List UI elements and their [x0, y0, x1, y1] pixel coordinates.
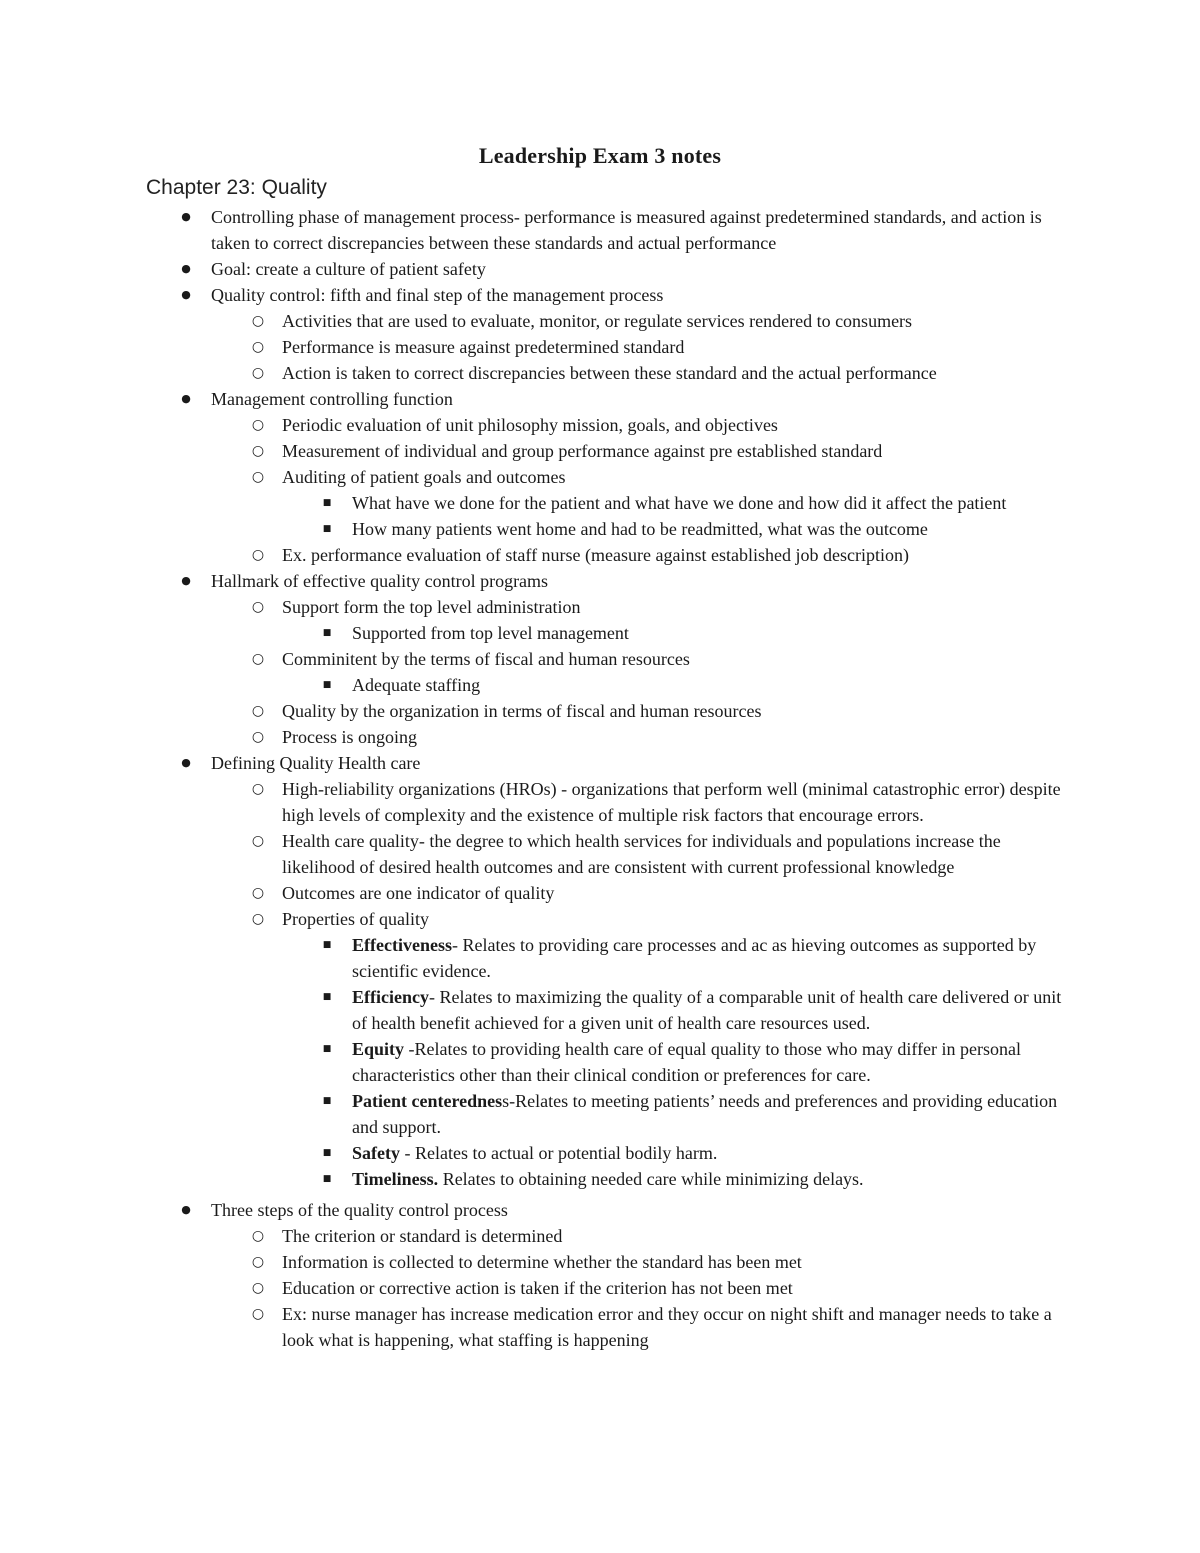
list-item-text: Outcomes are one indicator of quality [282, 883, 555, 903]
list-item-text: Hallmark of effective quality control programs [211, 571, 549, 591]
bullet-circle-icon: ○ [251, 703, 265, 719]
list-item [251, 880, 1062, 906]
bullet-square-icon: ■ [322, 498, 332, 508]
list-item-text: What have we done for the patient and what have we done and how did it affect the patient [352, 493, 1007, 513]
list-item [251, 464, 1062, 490]
list-item [322, 620, 1062, 646]
list-item [251, 646, 1062, 672]
list-item [181, 256, 1061, 282]
bullet-disc-icon: ● [181, 756, 191, 769]
list-item [251, 412, 1062, 438]
list-item [251, 698, 1062, 724]
document-title: Leadership Exam 3 notes [478, 143, 722, 168]
bullet-square-icon: ■ [322, 992, 332, 1002]
bullet-disc-icon: ● [181, 1203, 191, 1216]
list-item-text: Measurement of individual and group performance against pre established standard [282, 441, 883, 461]
list-item [251, 906, 1062, 932]
list-item-text: Education or corrective action is taken if the criterion has not been met [282, 1278, 793, 1298]
list-item-text: Quality by the organization in terms of fiscal and human resources [282, 701, 762, 721]
bullet-square-icon: ■ [322, 680, 332, 690]
bullet-circle-icon: ○ [251, 365, 265, 381]
list-item-text: Health care quality- the degree to which health services for individuals and populations increase the likelihood of desired health outcomes and are consistent with current professional knowledge [282, 831, 1001, 877]
list-item-text: - Relates to actual or potential bodily harm. [400, 1143, 718, 1163]
list-item [251, 308, 1062, 334]
bullet-circle-icon: ○ [251, 547, 265, 563]
list-item [181, 750, 1061, 776]
list-item [251, 1275, 1062, 1301]
list-item [322, 1036, 1062, 1088]
bullet-circle-icon: ○ [251, 885, 265, 901]
list-item-text: Comminitent by the terms of fiscal and human resources [282, 649, 690, 669]
list-item-text: Support form the top level administration [282, 597, 581, 617]
list-item-text: Ex: nurse manager has increase medication error and they occur on night shift and manager needs to take a look what is happening, what staffing is happening [282, 1304, 1052, 1350]
list-item [322, 1088, 1062, 1140]
list-item [322, 984, 1062, 1036]
list-item-text: Management controlling function [211, 389, 453, 409]
list-item [251, 594, 1062, 620]
list-item-text: - Relates to maximizing the quality of a comparable unit of health care delivered or unit of health benefit achieved for a given unit of health care resources used. [352, 987, 1062, 1033]
list-item-term: Equity [352, 1039, 405, 1059]
list-item-text: Ex. performance evaluation of staff nurse (measure against established job description) [282, 545, 909, 565]
bullet-circle-icon: ○ [251, 729, 265, 745]
bullet-circle-icon: ○ [251, 911, 265, 927]
list-item [181, 568, 1061, 594]
list-item-text: The criterion or standard is determined [282, 1226, 563, 1246]
bullet-square-icon: ■ [322, 524, 332, 534]
bullet-square-icon: ■ [322, 940, 332, 950]
bullet-circle-icon: ○ [251, 1254, 265, 1270]
list-item [251, 360, 1062, 386]
bullet-disc-icon: ● [181, 392, 191, 405]
list-item-term: Effectiveness [352, 935, 452, 955]
list-item-text: Goal: create a culture of patient safety [211, 259, 486, 279]
list-item-text: - Relates to providing care processes and ac as hieving outcomes as supported by scientific evidence. [352, 935, 1037, 981]
bullet-circle-icon: ○ [251, 833, 265, 849]
list-item-text: Relates to obtaining needed care while minimizing delays. [438, 1169, 864, 1189]
bullet-square-icon: ■ [322, 628, 332, 638]
list-item [251, 724, 1062, 750]
list-item-text: Information is collected to determine whether the standard has been met [282, 1252, 802, 1272]
bullet-circle-icon: ○ [251, 651, 265, 667]
list-item [322, 1140, 1062, 1166]
bullet-disc-icon: ● [181, 210, 191, 223]
bullet-square-icon: ■ [322, 1148, 332, 1158]
bullet-circle-icon: ○ [251, 443, 265, 459]
bullet-circle-icon: ○ [251, 313, 265, 329]
list-item-text: -Relates to providing health care of equal quality to those who may differ in personal characteristics other than their clinical condition or preferences for care. [352, 1039, 1022, 1085]
list-item-text: Periodic evaluation of unit philosophy mission, goals, and objectives [282, 415, 778, 435]
list-item [251, 828, 1062, 880]
bullet-square-icon: ■ [322, 1174, 332, 1184]
list-item-term: Safety [352, 1143, 400, 1163]
list-item [251, 542, 1062, 568]
list-item [181, 282, 1061, 308]
chapter-heading: Chapter 23: Quality [146, 176, 327, 199]
notes-outline [0, 204, 1200, 1353]
bullet-circle-icon: ○ [251, 469, 265, 485]
list-item-text: Performance is measure against predetermined standard [282, 337, 685, 357]
list-item-text: Defining Quality Health care [211, 753, 421, 773]
list-item-term: Efficiency [352, 987, 429, 1007]
bullet-square-icon: ■ [322, 1096, 332, 1106]
list-item-text: Controlling phase of management process- performance is measured against predetermined standards, and action is taken to correct discrepancies between these standards and actual performance [211, 207, 1042, 253]
bullet-circle-icon: ○ [251, 599, 265, 615]
list-item-term: Timeliness. [352, 1169, 439, 1189]
list-item-text: Auditing of patient goals and outcomes [282, 467, 566, 487]
list-item [181, 1197, 1061, 1223]
bullet-circle-icon: ○ [251, 1228, 265, 1244]
list-item [251, 334, 1062, 360]
bullet-circle-icon: ○ [251, 781, 265, 797]
list-item-text: Properties of quality [282, 909, 429, 929]
list-item-text: Activities that are used to evaluate, monitor, or regulate services rendered to consumers [282, 311, 913, 331]
list-item [181, 386, 1061, 412]
list-item [251, 1223, 1062, 1249]
list-item [251, 438, 1062, 464]
bullet-circle-icon: ○ [251, 1280, 265, 1296]
list-item-text: Supported from top level management [352, 623, 629, 643]
list-item-text: s-Relates to meeting patients’ needs and preferences and providing education and support. [352, 1091, 1058, 1137]
list-item-text: Adequate staffing [352, 675, 481, 695]
bullet-circle-icon: ○ [251, 339, 265, 355]
list-item-text: Action is taken to correct discrepancies between these standard and the actual performance [282, 363, 937, 383]
bullet-square-icon: ■ [322, 1044, 332, 1054]
list-item-text: Three steps of the quality control process [211, 1200, 508, 1220]
list-item-text: Process is ongoing [282, 727, 417, 747]
list-item [322, 672, 1062, 698]
bullet-circle-icon: ○ [251, 417, 265, 433]
list-item [181, 204, 1061, 256]
bullet-disc-icon: ● [181, 262, 191, 275]
list-item [251, 1301, 1062, 1353]
list-item [322, 490, 1062, 516]
list-item [322, 516, 1062, 542]
list-item-text: High-reliability organizations (HROs) - organizations that perform well (minimal catastrophic error) despite high levels of complexity and the existence of multiple risk factors that encourage errors. [282, 779, 1061, 825]
list-item-term: Patient centerednes [352, 1091, 503, 1111]
list-item [322, 932, 1062, 984]
list-item [251, 1249, 1062, 1275]
bullet-disc-icon: ● [181, 574, 191, 587]
bullet-circle-icon: ○ [251, 1306, 265, 1322]
bullet-disc-icon: ● [181, 288, 191, 301]
list-item [322, 1166, 1062, 1192]
list-item-text: Quality control: fifth and final step of the management process [211, 285, 664, 305]
list-item [251, 776, 1062, 828]
list-item-text: How many patients went home and had to be readmitted, what was the outcome [352, 519, 928, 539]
